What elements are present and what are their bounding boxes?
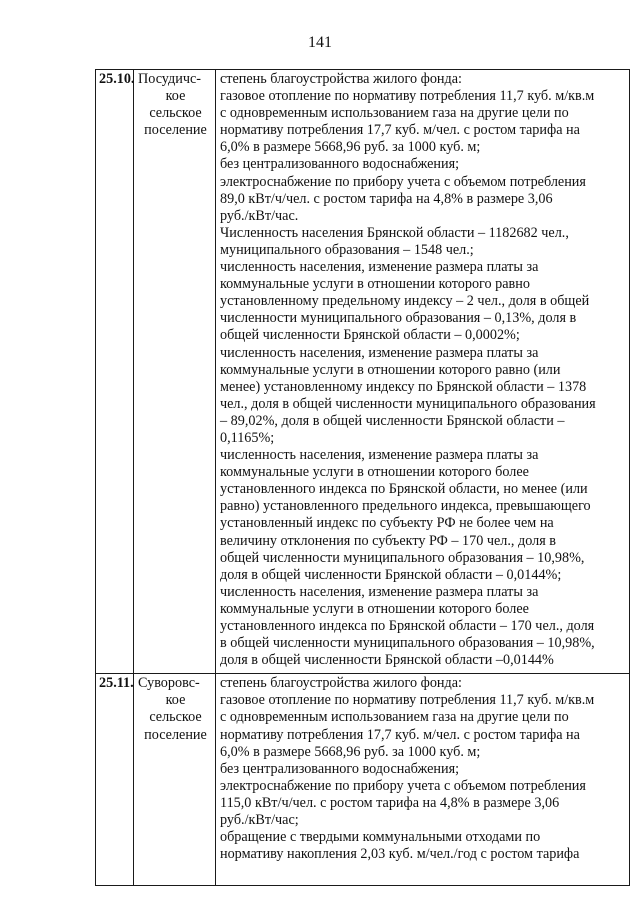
description-line: с одновременным использованием газа на другие цели по	[220, 709, 569, 726]
description-line: коммунальные услуги в отношении которого более	[220, 600, 529, 617]
description-cell	[216, 70, 630, 674]
description-line: обращение с твердыми коммунальными отходами по	[220, 829, 541, 846]
description-line: степень благоустройства жилого фонда:	[220, 675, 462, 692]
description-line: 115,0 кВт/ч/чел. с ростом тарифа на 4,8% в размере 3,06	[220, 794, 560, 811]
description-line: установленному предельному индексу – 2 чел., доля в общей	[220, 293, 590, 310]
description-line: руб./кВт/час;	[220, 812, 299, 829]
description-line: руб./кВт/час.	[220, 207, 299, 224]
description-line: коммунальные услуги в отношении которого более	[220, 464, 529, 481]
settlements-table	[95, 69, 630, 886]
description-line: газовое отопление по нормативу потребления 11,7 куб. м/кв.м	[220, 88, 595, 105]
description-line: равно) установленного предельного индекса, превышающего	[220, 498, 591, 515]
description-line: без централизованного водоснабжения;	[220, 156, 460, 173]
description-line: нормативу накопления 2,03 куб. м/чел./год с ростом тарифа	[220, 846, 580, 863]
settlement-name	[134, 70, 216, 674]
description-line: газовое отопление по нормативу потребления 11,7 куб. м/кв.м	[220, 692, 595, 709]
description-line: менее) установленному индексу по Брянской области – 1378	[220, 378, 587, 395]
description-line: доля в общей численности Брянской области –0,0144%	[220, 652, 554, 669]
description-line: без централизованного водоснабжения;	[220, 760, 460, 777]
description-line: численность населения, изменение размера платы за	[220, 259, 539, 276]
description-line: с одновременным использованием газа на другие цели по	[220, 105, 569, 122]
description-line: нормативу потребления 17,7 куб. м/чел. с ростом тарифа на	[220, 726, 580, 743]
description-line: величину отклонения по субъекту РФ – 170 чел., доля в	[220, 532, 556, 549]
description-line: степень благоустройства жилого фонда:	[220, 71, 462, 87]
description-line: 6,0% в размере 5668,96 руб. за 1000 куб. м;	[220, 743, 481, 760]
table-row	[96, 674, 630, 886]
description-line: 6,0% в размере 5668,96 руб. за 1000 куб. м;	[220, 139, 481, 156]
description-line: численность населения, изменение размера платы за	[220, 447, 539, 464]
description-line: электроснабжение по прибору учета с объемом потребления	[220, 777, 586, 794]
table-body	[96, 70, 630, 886]
description-line: муниципального образования – 1548 чел.;	[220, 241, 474, 258]
description-line: Численность населения Брянской области – 1182682 чел.,	[220, 224, 569, 241]
settlement-name-line: сельское	[149, 105, 202, 122]
page-number: 141	[308, 34, 332, 51]
description-line: доля в общей численности Брянской области – 0,0144%;	[220, 566, 562, 583]
settlement-name-line: кое	[165, 88, 186, 105]
row-number: 25.11.	[96, 674, 134, 886]
row-number: 25.10.	[96, 70, 134, 674]
description-line: – 89,02%, доля в общей численности Брянской области –	[220, 412, 565, 429]
description-line: общей численности Брянской области – 0,0002%;	[220, 327, 520, 344]
description-line: установленный индекс по субъекту РФ не более чем на	[220, 515, 554, 532]
description-line: 0,1165%;	[220, 429, 275, 446]
description-line: коммунальные услуги в отношении которого равно (или	[220, 361, 561, 378]
description-cell	[216, 674, 630, 886]
settlement-name-line: поселение	[144, 122, 207, 139]
description-line: чел., доля в общей численности муниципального образования	[220, 395, 596, 412]
description-line: общей численности муниципального образования – 10,98%,	[220, 549, 585, 566]
settlement-name-line: сельское	[149, 709, 202, 726]
settlement-name-line: Суворовс-	[138, 675, 200, 692]
description-line: 89,0 кВт/ч/чел. с ростом тарифа на 4,8% в размере 3,06	[220, 190, 553, 207]
description-line: численность населения, изменение размера платы за	[220, 583, 539, 600]
description-line: установленного индекса по Брянской области – 170 чел., доля	[220, 618, 595, 634]
settlement-name-line: Посудичс-	[138, 71, 201, 87]
description-line: в общей численности муниципального образования – 10,98%,	[220, 635, 595, 652]
table-row	[96, 70, 630, 674]
description-line: установленного индекса по Брянской области, но менее (или	[220, 481, 588, 498]
settlement-name-line: поселение	[144, 726, 207, 743]
settlement-name	[134, 674, 216, 886]
settlement-name-line: кое	[165, 692, 186, 709]
description-line: коммунальные услуги в отношении которого равно	[220, 276, 530, 293]
description-line: электроснабжение по прибору учета с объемом потребления	[220, 173, 586, 190]
description-line: нормативу потребления 17,7 куб. м/чел. с ростом тарифа на	[220, 122, 580, 139]
description-line: численности муниципального образования – 0,13%, доля в	[220, 310, 577, 327]
description-line: численность населения, изменение размера платы за	[220, 344, 539, 361]
